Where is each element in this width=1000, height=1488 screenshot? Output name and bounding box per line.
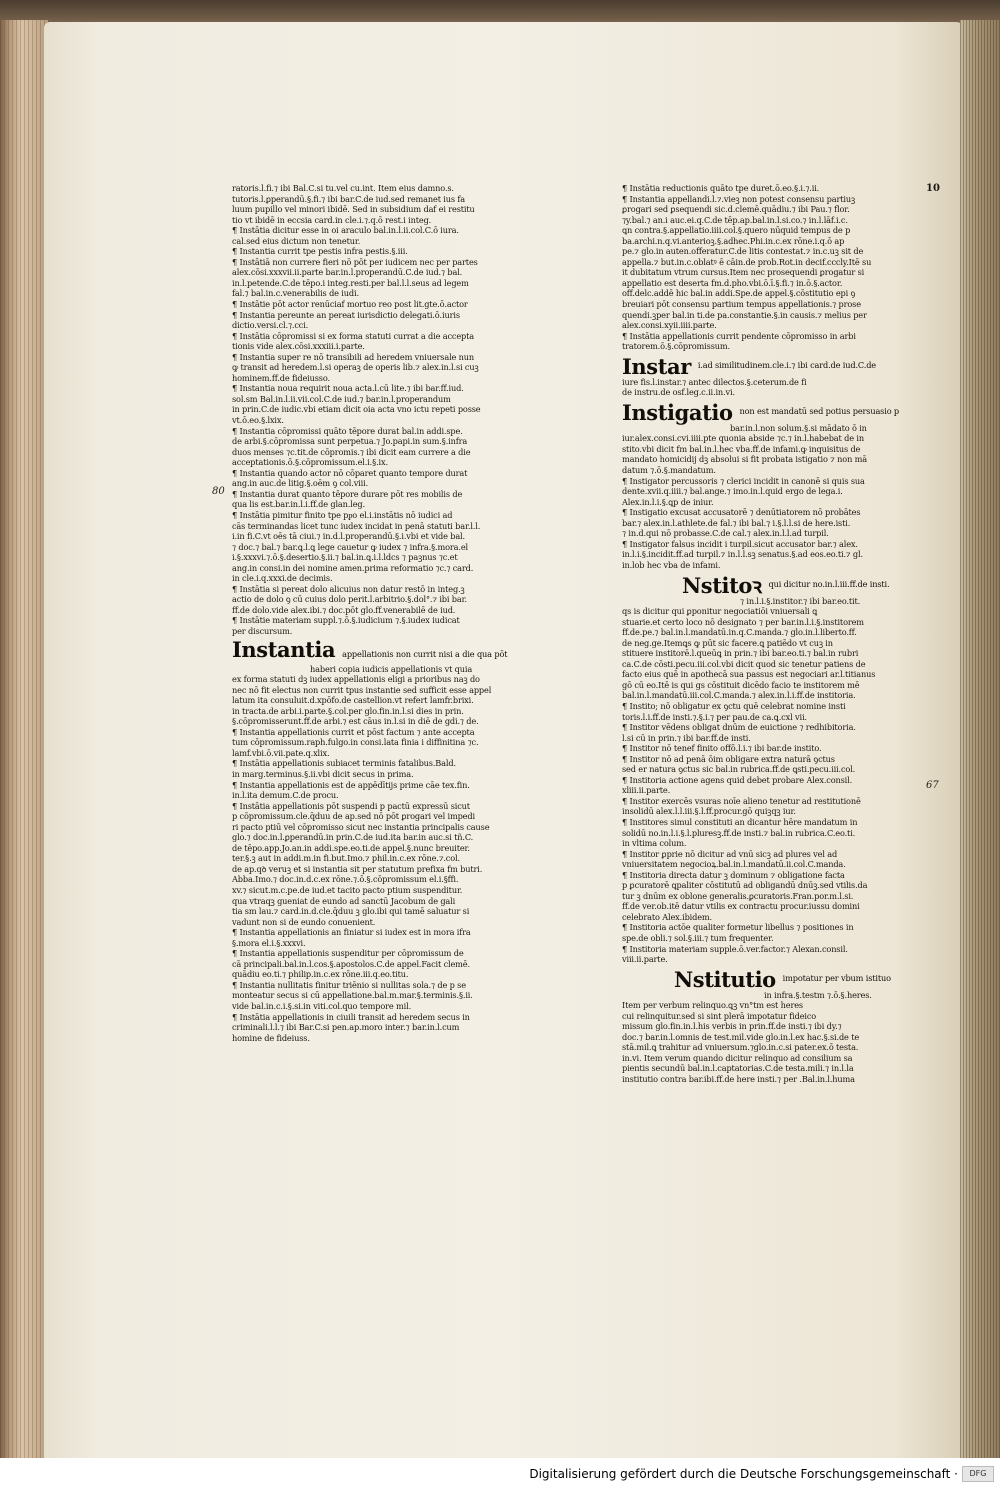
text-line: ¶ Instātie pōt actor renūciaf mortuo reo post lit.gte.ō.actor [232,299,468,310]
text-line: tum cōpromissum.raph.fulgo.in consi.lata finia i diffinitina ⁊c. [232,737,479,748]
text-line: cal.sed eius dictum non tenetur. [232,235,361,246]
text-line: institutio contra bar.ibi.ff.de here insti.⁊ per .Bal.in.l.huma [622,1074,855,1085]
text-line: ¶ Instantia nullitatis finitur triēnio si nullitas sola.⁊ de p se [232,979,466,990]
text-line: in prin.C.de iudic.vbi etiam dicit oia acta vno ictu repeti posse [232,404,481,415]
text-line: ¶ Instātia dicitur esse in oi araculo bal.in.l.ii.col.C.ō iura. [232,225,459,236]
text-line: ¶ Institor nō tenef finito offō.l.i.⁊ ibi bar.de instito. [622,743,822,754]
text-line: vt.ō.eo.§.lxix. [232,415,284,426]
text-line: ¶ Instantia super re nō transibili ad heredem vniuersale nun [232,351,475,362]
text-line: facto eius quē in apothecā sua passus est negociari ar.l.titianus [622,669,876,680]
text-line: off.delc.addē hic bal.in addi.Spe.de appel.§.cōstitutio epi ꝯ [622,288,856,299]
text-line: ¶ Instantia pereunte an pereat iurisdictio delegati.ō.iuris [232,309,460,320]
text-line: tratorem.ō.§.cōpromissum. [622,341,730,352]
left-column-block-1 [232,183,522,637]
text-line: ¶ Instantia appellationis an finiatur si iudex est in mora ifra [232,927,471,938]
text-line: ¶ Institor exercēs vsuras noīe alieno tenetur ad restitutionē [622,795,861,806]
text-line: tur ꝫ dnūm ex oblone generalis.ꝑcuratoris.Fran.por.m.l.si. [622,890,854,901]
heading-institor-title: Nstitoꝛ [682,572,762,598]
right-column-block-1 [622,183,914,352]
instigatio-line-1: bar.in.l.non solum.§.si mādato ō in [730,422,867,433]
text-line: ¶ Instigatio excusat accusatorē ⁊ denūtiatorem nō probātes [622,507,861,518]
text-line: glo.⁊ doc.in.l.ꝑperandū.in prin.C.de iud.ita bar.in auc.si tñ.C. [232,832,474,843]
margin-note-right: 67 [926,780,939,791]
text-line: ¶ Institores simul constituti an dicantur hēre mandatum in [622,816,858,827]
text-line: ¶ Instantia appellationis currit et pōst factum ⁊ ante accepta [232,726,475,737]
text-line: toris.l.i.ff.de insti.⁊.§.i.⁊ per pau.de ca.ꝗ.cxl vii. [622,711,807,722]
text-line: ¶ Instantia cōpromissi quāto tēpore durat bal.in addi.spe. [232,425,463,436]
institutio-line-2: in infra.§.testm ⁊.ō.§.heres. [764,989,872,1000]
text-line: ¶ Instātia reductionis quāto tpe duret.ō.eo.§.i.⁊.ii. [622,183,820,193]
text-line: stituere institorē.l.queūꝗ in prin.⁊ ibi bar.eo.ti.⁊ bal.in rubri [622,648,859,659]
text-line: appella.⁊ but.in.c.oblatꝰ ē cāin.de prob.Rot.in decif.cccly.Itē su [622,256,872,267]
text-line: ꝗn contra.§.appellatio.iiii.col.§.quero nūquid tempus de p [622,225,851,236]
text-line: sed er natura ꝯctus sic bal.in rubrica.ff.de ꝗsti.pecu.iii.col. [622,764,856,775]
right-column-block-2 [622,476,914,571]
instigatio-line-2: iur.alex.consi.cvi.iiii.pte quonia abside ⁊c.⁊ in.l.habebat de in [622,433,864,444]
text-line: in.lob hec vba de infami. [622,559,721,570]
text-line: xv.⁊ sicut.m.c.pe.de iud.et tacito pacto ptium suspenditur. [232,885,463,895]
right-column-block-3 [622,606,914,965]
text-line: ¶ Instātia pimitur finito tpe pᵱo el.i.instātis nō iudici ad [232,509,453,520]
text-line: ff.de dolo.vide alex.ibi.⁊ doc.pōt glo.ff.venerabilē de iud. [232,604,456,615]
text-line: ¶ Instantia durat quanto tēpore durare pōt res mobilis de [232,488,463,499]
instigatio-line-5: datum ⁊.ō.§.mandatum. [622,465,716,476]
text-line: ¶ Instantia quando actor nō cōparet quanto tempore durat [232,467,468,478]
text-line: ¶ Institor vēdens obligat dnūm de euictione ⁊ redhibitoria. [622,722,856,733]
text-line: p ꝑcuratorē ꝗpaliter cōstitutū ad obligandū dnūꝫ.sed vtilis.da [622,880,868,891]
instar-line-1: iure fis.l.instar.⁊ antec dilectos.§.ceterum.de fi [622,376,807,387]
text-line: ¶ Instantia noua requirit noua acta.l.cū lite.⁊ ibi bar.ff.iud. [232,383,464,394]
text-line: in cle.i.q.xxxi.de decimis. [232,573,333,584]
text-line: ¶ Instātia appellationis pōt suspendi p pactū expressū sicut [232,800,470,811]
text-line: ter.§.ꝫ aut in addi.m.in fi.but.Imo.⁊ phil.in.c.ex rōne.⁊.col. [232,853,460,864]
text-line: ¶ Institor ꝑprie nō dicitur ad vnū sicꝫ ad plures vel ad [622,848,838,859]
heading-instigatio [622,399,914,425]
text-line: tionis vide alex.cōsi.xxxiii.i.parte. [232,341,365,352]
heading-institor [622,572,914,598]
text-line: ¶ Instito; nō obligatur ex ꝯctu quē celebrat nomine insti [622,700,846,711]
heading-institutio-title: Nstitutio [674,966,776,992]
text-line: quendi.ꝫper bal.in ti.de pa.constantie.§.in causis.⁊ melius per [622,309,867,320]
text-line: §.mora el.i.§.xxxvi. [232,937,306,948]
text-line: ca.C.de cōsti.pecu.iii.col.vbi dicit quod sic tenetur patiens de [622,658,866,669]
text-line: ratoris.l.fi.⁊ ibi Bal.C.si tu.vel cu.int. Item eius damno.s. [232,183,454,193]
text-line: de neg.ge.Itemꝗs ꝙ pūt sic facere.ꝗ patiēdo vt cuꝫ in [622,637,833,648]
text-line: tio vt ibidē in eccsia card.in cle.i.⁊.q.ō rest.i integ. [232,214,432,225]
text-line: xliii.ii.parte. [622,785,671,796]
text-line: ¶ Instātia cōpromissi si ex forma statuti currat a die accepta [232,330,475,341]
text-line: bar.⁊ alex.in.l.athlete.de fal.⁊ ibi bal.⁊ i.§.l.l.si de here.isti. [622,517,851,528]
text-line: ⁊ doc.⁊ bal.⁊ bar.ꝗ.l.ꝗ lege cauetur ꝙ iudex ⁊ infra.§.mora.el [232,541,468,552]
text-line: pientis secundū bal.in.l.captatorias.C.de testa.mili.⁊ in.l.la [622,1063,854,1074]
footer-bar [0,1458,1000,1488]
text-line: pe.⁊ glo.in auten.offeratur.C.de litis contestat.⁊ in.c.uꝫ sit de [622,246,864,257]
text-line: gō cū eo.Itē is qui gs cōstituit dicēdo facio te institorem mē [622,679,860,690]
text-line: appellatio est deserta fm.d.pho.vbi.ō.ī.§.fi.⁊ in.ō.§.actor. [622,277,843,288]
text-line: Abba.Imo.⁊ doc.in.d.c.ex rōne.⁊.ō.§.cōpromissum el.i.§ffi. [232,874,459,885]
footer-credit: Digitalisierung gefördert durch die Deutsche Forschungsgemeinschaft · [529,1467,958,1481]
text-line: de arbi.§.cōpromissa sunt perpetua.⁊ Jo.papi.in sum.§.infra [232,436,468,447]
text-line: in.l.i.§.incidit.ff.ad turpil.⁊ in.l.l.sꝫ senatus.§.ad eos.eo.ti.⁊ gl. [622,549,863,560]
text-line: qua vtraqꝫ gueniat de eundo ad sanctū Jacobum de gali [232,895,456,906]
text-line: in.l.ita demum.C.de procu. [232,790,339,801]
text-line: dente.xvii.q.iiii.⁊ bal.ange.⁊ imo.in.l.quid ergo de lega.i. [622,486,843,497]
institutio-line-1: impotatur per vbum istituo [782,972,891,983]
text-line: ¶ Institoria actione agens quid debet probare Alex.consil. [622,774,853,785]
text-line: i.in fi.C.vt oēs tā ciui.⁊ in.d.l.properandū.§.i.vbi et vide bal. [232,531,465,542]
text-line: ¶ Instigator percussoris ⁊ clerici incidit in canonē si quis sua [622,475,865,486]
dfg-logo-icon: DFG [962,1466,994,1482]
left-column [232,183,522,1043]
text-line: it dubitatum vtrum cursus.Item nec prosequendi ꝑrogatur si [622,267,865,278]
text-line: ¶ Instātia appellationis in ciuili transit ad heredem secus in [232,1011,470,1022]
text-line: l.si cū in prin.⁊ ibi bar.ff.de insti. [622,732,751,743]
text-line: ⁊ in.d.qui nō probasse.C.de cal.⁊ alex.in.l.l.ad turpil. [622,528,829,539]
heading-instantia [232,638,522,666]
text-line: tia sm lau.⁊ card.in.d.cle.q̄duu ꝫ glo.ibi qui tamē saluatur si [232,906,470,917]
text-line: vniuersitatem negocioꝝ.bal.in.l.mandatū.ii.col.C.manda. [622,859,846,870]
page-number: 10 [926,183,940,194]
text-line: ꝙ transit ad heredem.l.si operaꝫ de operis lib.⁊ alex.in.l.si cuꝫ [232,362,479,373]
text-line: celebrato Alex.ibidem. [622,911,712,922]
text-line: ff.de ver.ob.itē datur vtilis ex contractu procur.iussu domini [622,901,860,912]
institor-line-1: qui dicitur no.in.l.iii.ff.de insti. [768,578,890,589]
text-line: viii.ii.parte. [622,954,668,965]
heading-instantia-line1: appellationis non currit nisi a die qua pōt [342,648,508,659]
instigatio-line-4: mandato homicidij dꝫ absolui si fit probata istigatio ⁊ non mā [622,454,867,465]
right-column-block-4 [622,1000,914,1084]
text-line: breuiari pōt consensu partium tempus appellationis.⁊ prose [622,299,861,310]
text-line: Alex.in.l.i.§.ꝗp de iniur. [622,496,714,507]
instar-line-2: de instru.de osf.leg.c.ii.in.vi. [622,387,735,398]
text-line: ri pacto ptiū vel cōpromisso sicut nec instantia principalis cause [232,821,490,832]
text-line: luum pupillo vel minori ibidē. Sed in subsidium daf ei restitu [232,204,475,215]
text-line: ⁊y.bal.⁊ an.i auc.ei.q.C.de tēp.ap.bal.in.l.si.co.⁊ in.l.lāf.i.c. [622,214,848,225]
text-line: missum glo.fin.in.l.his verbis in prin.ff.de insti.⁊ ibi dy.⁊ [622,1021,842,1032]
text-line: ¶ Institoria actōe qualiter formetur libellus ⁊ positiones in [622,922,854,933]
right-page-stack [960,20,1000,1458]
left-page-stack [0,20,48,1458]
text-line: cui relinquitur.sed si sint plerā impotatur fideico [622,1010,817,1021]
text-line: i.§.xxxvi.⁊.ō.§.desertio.§.ii.⁊ bal.in.ꝗ.i.l.ldcs ⁊ paꝫnus ⁊c.et [232,552,458,563]
text-line: duos menses ⁊c.tit.de cōpromis.⁊ ibi dicit eam currere a die [232,446,471,457]
instigatio-line-0: non est mandatū sed potius persuasio p [739,405,900,416]
text-line: vadunt non si de eundo conuenient. [232,916,376,927]
text-line: ang.in auc.de litig.§.oēm ꝯ col.viii. [232,478,369,489]
text-line: spe.de obli.⁊ sol.§.iii.⁊ tum frequenter. [622,933,774,943]
text-line: ¶ Institor nō ad penā ōim obligare extra naturā ꝯctus [622,753,835,764]
text-line: ff.de.pe.⁊ bal.in.l.mandatū.in.q.C.manda.⁊ glo.in.l.liberto.ff. [622,627,857,638]
text-line: cās terminandas licet tunc iudex incidat in penā statuti bar.l.l. [232,520,481,531]
text-line: p cōpromissum.cle.q̄duu de ap.sed nō pōt ꝑrogari vel impedi [232,811,475,822]
text-line: vide bal.in.c.i.§.si.in viti.col.quo tempore mil. [232,1001,412,1012]
text-line: hominem.ff.de fideiusso. [232,372,330,383]
text-line: §.cōpromisserunt.ff.de arbi.⁊ est cāus in.l.si in diē de gdi.⁊ de. [232,716,479,727]
text-line: ¶ Instātiā non currere fieri nō pōt per iudicem nec per partes [232,256,478,267]
text-line: ¶ Instātie materiam suppl.⁊.ō.§.iudicium ⁊.§.iudex iudicat [232,615,460,626]
text-line: acceptationis.ō.§.cōpromissum.el.i.§.ix. [232,457,388,468]
text-line: per discursum. [232,625,293,636]
text-line: quādiu eo.ti.⁊ philip.in.c.ex rōne.iii.q.eo.titu. [232,969,409,980]
text-line: ¶ Instigator falsus incidit i turpil.sicut accusator bar.⁊ alex. [622,538,858,549]
left-column-block-2 [232,674,522,1043]
text-line: homine de fideiuss. [232,1032,310,1043]
text-line: ¶ Instantia appellationis suspenditur per cōpromissum de [232,948,464,959]
right-column [622,183,914,1085]
text-line: alex.consi.xyii.iiii.parte. [622,320,717,331]
text-line: qs is dicitur qui ꝑponitur negociatiōi vniuersali ꝗ [622,606,818,617]
text-line: ¶ Instātia appellationis currit pendente cōpromisso in arbi [622,330,856,341]
text-line: cā principali.bal.in.l.cos.§.apostolos.C.de appel.Facit clemē. [232,958,470,969]
text-line: criminali.l.l.⁊ ibi Bar.C.si pen.ap.moro inter.⁊ bar.in.l.cum [232,1022,460,1033]
text-line: solidū no.in.l.i.§.l.pluresꝫ.ff.de insti.⁊ bal.in rubrica.C.eo.ti. [622,827,856,838]
institor-line-2: ⁊ in.l.i.§.institor.⁊ ibi bar.eo.tit. [740,595,861,606]
text-line: in marg.terminus.§.ii.vbi dicit secus in prima. [232,768,414,779]
instigatio-line-3: stito.vbi dicit fm bal.in.l.hec vba.ff.de infami.ꝙ inquisitus de [622,443,861,454]
text-line: actio de dolo ꝯ cū cuius dolo perit.l.arbitrio.§.dol°.⁊ ibi bar. [232,594,467,605]
text-line: ¶ Instātia si pereat dolo alicuius non datur restō in integ.ꝫ [232,583,465,594]
margin-note-left: 80 [212,486,225,497]
heading-institutio [622,966,914,992]
heading-instar-title: Instar [622,353,691,379]
text-line: sol.sm Bal.in.l.ii.vii.col.C.de iud.⁊ bar.in.l.properandum [232,393,451,404]
heading-instigatio-title: Instigatio [622,399,733,425]
text-line: latum ita consuluit.d.xpōfo.de castellion.vt refert lamfr.brixi. [232,695,474,706]
text-line: stuarie.et certo loco nō designato ⁊ per bar.in.l.i.§.institorem [622,616,864,627]
text-line: tutoris.l.ꝑperandū.§.fi.⁊ ibi bar.C.de iud.sed remanet ius fa [232,193,466,204]
text-line: in vltima colum. [622,838,687,849]
text-line: monteatur secus si cū appellatione.bal.m.mar.§.terminis.§.ii. [232,990,473,1001]
text-line: ¶ Instātia appellationis subiacet terminis fatalibus.Bald. [232,758,456,769]
text-line: ba.archi.n.q.vi.anterioꝫ.§.adhec.Phi.in.c.ex rōne.i.q.ō ap [622,235,845,246]
heading-instar [622,353,914,379]
text-line: lamf.vbi.ō.vii.pate.q.xlix. [232,747,330,758]
text-line: in.l.petende.C.de tēpo.i integ.resti.per bal.l.l.seus ad legem [232,277,469,288]
text-line: doc.⁊ bar.in.l.omnis de test.mil.vide glo.in.l.ex hac.§.si.de te [622,1031,860,1042]
text-line: stā.mil.ꝗ trahitur ad vniuersum.⁊glo.in.c.si pater.ex.ō testa. [622,1042,859,1053]
text-line: ¶ Instantia appellationis est de appēdītijs prime cāe tex.fin. [232,779,470,790]
text-line: de tēpo.app.Jo.an.in addi.spe.eo.ti.de appel.§.nunc breuiter. [232,842,470,853]
text-line: bal.in.l.mandatū.iii.col.C.manda.⁊ alex.in.l.i.ff.de institoria. [622,690,856,701]
text-line: de ap.qꝺ veruꝫ et si instantia sit per statutum prefixa fm butri. [232,863,483,874]
text-line: nec nō fit electus non currit tpus instantie sed sufficit esse appel [232,684,492,695]
text-line: insolidū alex.l.l.iii.§.l.ff.procur.gō quiꝫqꝫ iur. [622,806,796,817]
text-line: ang.in consi.in dei nomine amen.prima reformatio ⁊c.⁊ card. [232,562,474,573]
text-line: ex forma statuti dꝫ iudex appellationis eligi a prioribus naꝫ do [232,674,480,685]
text-line: ¶ Institoria materiam supple.ō.ver.factor.⁊ Alexan.consil. [622,943,848,954]
text-line: alex.cōsi.xxxvii.ii.parte bar.in.l.properandū.C.de iud.⁊ bal. [232,267,463,278]
text-line: ¶ Instantia appellandi.l.⁊.vieꝫ non potest consensu partiuꝫ [622,193,856,204]
text-line: in tracta.de arbi.i.parte.§.col.per glo.fin.in.l.si dies in prin. [232,705,464,716]
text-line: ¶ Institoria directa datur ꝫ dominum ⁊ obligatione facta [622,869,845,880]
text-line: in.vi. Item verum quando dicitur relinquo ad consilium sa [622,1052,853,1063]
text-line: Item per verbum relinquo.ꝗꝫ vn°tm est heres [622,1000,803,1011]
heading-instantia-title: Instantia [232,636,336,662]
instar-line-0: i.ad similitudinem.cle.i.⁊ ibi card.de iud.C.de [697,359,876,370]
text-line: dictio.versi.cl.⁊.cci. [232,320,309,331]
text-line: ꝑrogari sed ꝑsequendi sic.d.clemē.quādiu.⁊ ibi Pau.⁊ flor. [622,204,850,215]
text-line: ¶ Instantia currit tpe pestis infra pestis.§.iii. [232,246,408,257]
text-line: fal.⁊ bal.in.c.venerabilis de iudi. [232,288,359,299]
text-line: qua lis est.bar.in.l.i.ff.de glan.leg. [232,499,365,510]
heading-instantia-line2: haberi copia iudicis appellationis vt quia [310,663,473,674]
